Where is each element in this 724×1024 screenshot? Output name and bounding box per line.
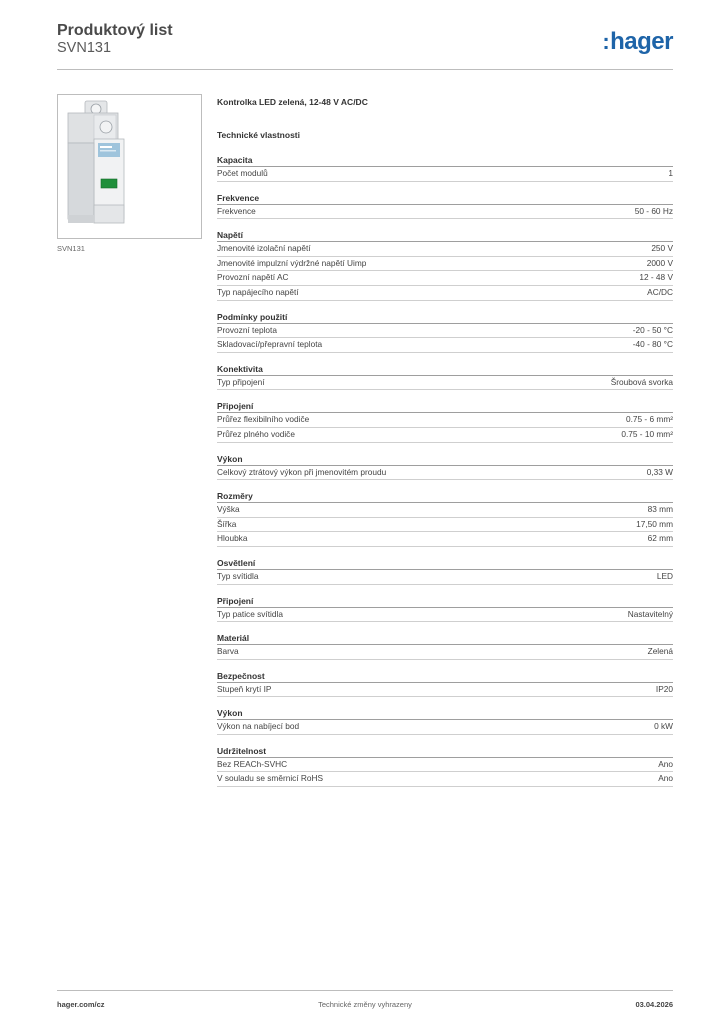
spec-value: -40 - 80 °C xyxy=(632,339,673,350)
spec-group xyxy=(217,557,673,585)
spec-value: 0.75 - 10 mm² xyxy=(621,428,673,439)
spec-value: 62 mm xyxy=(647,533,673,544)
spec-label: Typ napájecího napětí xyxy=(217,286,299,297)
spec-row xyxy=(217,772,673,787)
page-footer xyxy=(57,990,673,1014)
spec-group-title: Udržitelnost xyxy=(217,745,673,758)
spec-group xyxy=(217,490,673,547)
spec-label: Jmenovité izolační napětí xyxy=(217,243,311,254)
spec-value: 2000 V xyxy=(646,257,673,268)
spec-group xyxy=(217,154,673,182)
spec-value: 83 mm xyxy=(647,504,673,515)
spec-label: Skladovací/přepravní teplota xyxy=(217,339,323,350)
spec-group xyxy=(217,363,673,391)
spec-group-title: Konektivita xyxy=(217,363,673,376)
spec-label: Jmenovité impulzní výdržné napětí Uimp xyxy=(217,257,367,268)
spec-row xyxy=(217,257,673,272)
spec-row xyxy=(217,466,673,481)
spec-group xyxy=(217,229,673,300)
section-title: Technické vlastnosti xyxy=(217,130,300,140)
spec-row xyxy=(217,167,673,182)
spec-label: Počet modulů xyxy=(217,168,268,178)
spec-value: Ano xyxy=(658,758,673,769)
spec-group-title: Materiál xyxy=(217,632,673,645)
page-title: Produktový list xyxy=(57,22,173,39)
spec-group-title: Rozměry xyxy=(217,490,673,503)
spec-value: 17,50 mm xyxy=(636,518,673,529)
spec-group xyxy=(217,595,673,623)
spec-row xyxy=(217,758,673,773)
spec-group xyxy=(217,745,673,787)
spec-label: Výkon na nabíjecí bod xyxy=(217,721,300,732)
spec-label: Výška xyxy=(217,504,240,515)
spec-label: Stupeň krytí IP xyxy=(217,683,272,694)
spec-group xyxy=(217,400,673,442)
spec-group-title: Kapacita xyxy=(217,154,673,167)
spec-label: Provozní teplota xyxy=(217,324,277,335)
spec-label: Provozní napětí AC xyxy=(217,272,289,283)
spec-value: Nastavitelný xyxy=(627,608,673,619)
spec-row xyxy=(217,570,673,585)
spec-row xyxy=(217,205,673,220)
spec-value: IP20 xyxy=(655,683,673,694)
product-code: SVN131 xyxy=(57,40,112,56)
spec-group-title: Frekvence xyxy=(217,192,673,205)
spec-row xyxy=(217,271,673,286)
spec-value: 12 - 48 V xyxy=(639,272,673,283)
spec-group-title: Výkon xyxy=(217,453,673,466)
hager-logo: :hager xyxy=(602,28,673,55)
spec-label: Průřez flexibilního vodiče xyxy=(217,414,310,425)
image-caption: SVN131 xyxy=(57,244,85,253)
spec-value: -20 - 50 °C xyxy=(632,324,673,335)
spec-row xyxy=(217,645,673,660)
spec-group-title: Bezpečnost xyxy=(217,670,673,683)
spec-row xyxy=(217,324,673,339)
spec-label: Typ svítidla xyxy=(217,570,259,581)
spec-group xyxy=(217,192,673,220)
page-header xyxy=(57,20,673,70)
spec-row xyxy=(217,428,673,443)
spec-row xyxy=(217,683,673,698)
footer-date: 03.04.2026 xyxy=(635,1000,673,1009)
spec-label: Barva xyxy=(217,646,239,657)
spec-label: Typ patice svítidla xyxy=(217,608,283,619)
spec-label: Typ připojení xyxy=(217,376,265,387)
spec-label: Průřez plného vodiče xyxy=(217,428,295,439)
spec-group-title: Napětí xyxy=(217,229,673,242)
spec-row xyxy=(217,338,673,353)
spec-label: Šířka xyxy=(217,518,237,529)
spec-row xyxy=(217,413,673,428)
spec-label: Celkový ztrátový výkon při jmenovitém proudu xyxy=(217,466,387,477)
spec-group-title: Výkon xyxy=(217,707,673,720)
product-name: Kontrolka LED zelená, 12-48 V AC/DC xyxy=(217,97,368,107)
spec-row xyxy=(217,518,673,533)
spec-row xyxy=(217,720,673,735)
spec-value: LED xyxy=(656,570,673,581)
spec-group-title: Podmínky použití xyxy=(217,311,673,324)
spec-row xyxy=(217,503,673,518)
footer-disclaimer: Technické změny vyhrazeny xyxy=(318,1000,412,1009)
product-image xyxy=(57,94,202,239)
spec-group-title: Osvětlení xyxy=(217,557,673,570)
spec-group xyxy=(217,707,673,735)
spec-label: V souladu se směrnicí RoHS xyxy=(217,773,324,784)
spec-row xyxy=(217,608,673,623)
spec-value: 1 xyxy=(668,168,673,178)
spec-value: 0 kW xyxy=(654,721,673,732)
spec-group xyxy=(217,311,673,353)
spec-group xyxy=(217,632,673,660)
modular-device-illustration xyxy=(58,95,203,240)
spec-value: Zelená xyxy=(647,646,673,657)
spec-group-title: Připojení xyxy=(217,400,673,413)
spec-group xyxy=(217,453,673,481)
spec-row xyxy=(217,376,673,391)
spec-value: 250 V xyxy=(651,243,673,254)
spec-group xyxy=(217,670,673,698)
spec-table xyxy=(217,154,673,797)
spec-value: 50 - 60 Hz xyxy=(634,205,673,216)
spec-value: Ano xyxy=(658,773,673,784)
spec-row xyxy=(217,286,673,301)
spec-value: 0,33 W xyxy=(646,466,673,477)
spec-value: Šroubová svorka xyxy=(610,376,673,387)
spec-value: AC/DC xyxy=(647,286,673,297)
spec-row xyxy=(217,242,673,257)
spec-label: Frekvence xyxy=(217,205,256,216)
spec-label: Bez REACh-SVHC xyxy=(217,758,288,769)
spec-group-title: Připojení xyxy=(217,595,673,608)
spec-label: Hloubka xyxy=(217,533,248,544)
spec-row xyxy=(217,532,673,547)
spec-value: 0.75 - 6 mm² xyxy=(625,414,673,425)
footer-website: hager.com/cz xyxy=(57,1000,105,1009)
